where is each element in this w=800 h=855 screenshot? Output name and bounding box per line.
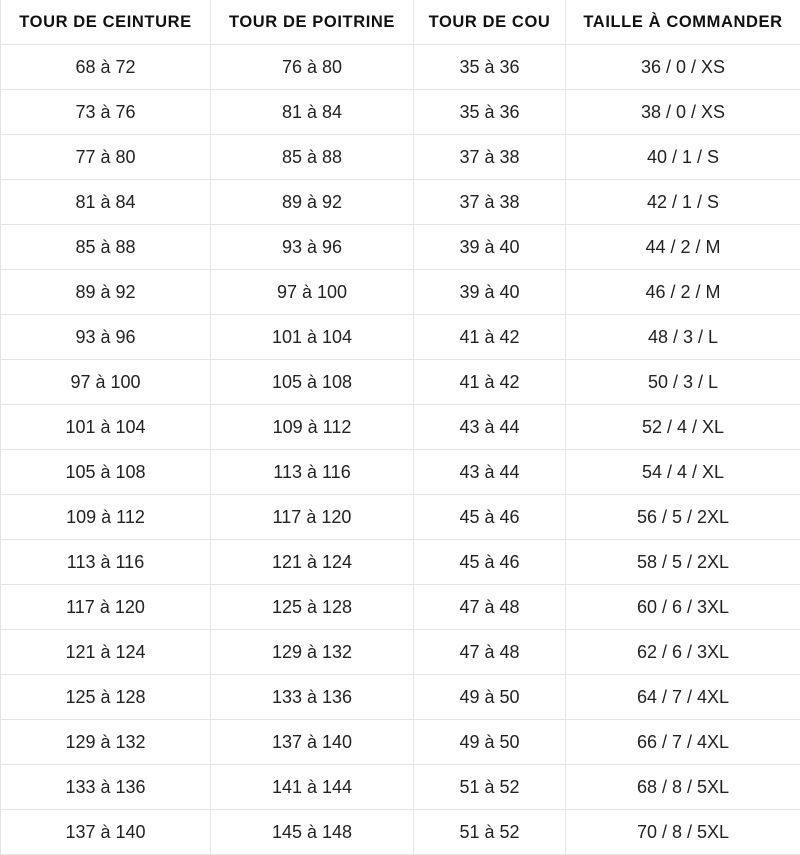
size-cell: 44 / 2 / M xyxy=(566,225,800,270)
waist-cell: 101 à 104 xyxy=(1,405,211,450)
neck-cell: 47 à 48 xyxy=(414,630,566,675)
chest-cell: 145 à 148 xyxy=(211,810,414,855)
size-cell: 54 / 4 / XL xyxy=(566,450,800,495)
neck-cell: 45 à 46 xyxy=(414,495,566,540)
neck-cell: 51 à 52 xyxy=(414,765,566,810)
neck-cell: 37 à 38 xyxy=(414,135,566,180)
header-size-to-order: TAILLE À COMMANDER xyxy=(566,0,800,45)
neck-cell: 35 à 36 xyxy=(414,90,566,135)
chest-cell: 117 à 120 xyxy=(211,495,414,540)
size-cell: 58 / 5 / 2XL xyxy=(566,540,800,585)
table-row xyxy=(1,585,800,630)
waist-cell: 77 à 80 xyxy=(1,135,211,180)
waist-cell: 97 à 100 xyxy=(1,360,211,405)
neck-cell: 49 à 50 xyxy=(414,675,566,720)
waist-cell: 125 à 128 xyxy=(1,675,211,720)
table-row xyxy=(1,810,800,855)
chest-cell: 76 à 80 xyxy=(211,45,414,90)
neck-cell: 47 à 48 xyxy=(414,585,566,630)
table-row xyxy=(1,315,800,360)
chest-cell: 129 à 132 xyxy=(211,630,414,675)
neck-cell: 43 à 44 xyxy=(414,405,566,450)
waist-cell: 85 à 88 xyxy=(1,225,211,270)
table-row xyxy=(1,225,800,270)
waist-cell: 109 à 112 xyxy=(1,495,211,540)
waist-cell: 137 à 140 xyxy=(1,810,211,855)
waist-cell: 129 à 132 xyxy=(1,720,211,765)
table-body xyxy=(1,45,800,855)
size-cell: 62 / 6 / 3XL xyxy=(566,630,800,675)
size-cell: 56 / 5 / 2XL xyxy=(566,495,800,540)
size-cell: 66 / 7 / 4XL xyxy=(566,720,800,765)
neck-cell: 41 à 42 xyxy=(414,360,566,405)
table-row xyxy=(1,720,800,765)
table-row xyxy=(1,765,800,810)
size-cell: 40 / 1 / S xyxy=(566,135,800,180)
chest-cell: 113 à 116 xyxy=(211,450,414,495)
table-row xyxy=(1,135,800,180)
size-cell: 36 / 0 / XS xyxy=(566,45,800,90)
table-row xyxy=(1,630,800,675)
neck-cell: 43 à 44 xyxy=(414,450,566,495)
table-row xyxy=(1,405,800,450)
size-cell: 52 / 4 / XL xyxy=(566,405,800,450)
table-row xyxy=(1,360,800,405)
chest-cell: 101 à 104 xyxy=(211,315,414,360)
size-cell: 70 / 8 / 5XL xyxy=(566,810,800,855)
waist-cell: 93 à 96 xyxy=(1,315,211,360)
chest-cell: 89 à 92 xyxy=(211,180,414,225)
waist-cell: 113 à 116 xyxy=(1,540,211,585)
chest-cell: 93 à 96 xyxy=(211,225,414,270)
table-row xyxy=(1,270,800,315)
size-cell: 50 / 3 / L xyxy=(566,360,800,405)
header-row xyxy=(1,0,800,45)
table-row xyxy=(1,45,800,90)
chest-cell: 141 à 144 xyxy=(211,765,414,810)
neck-cell: 49 à 50 xyxy=(414,720,566,765)
chest-cell: 85 à 88 xyxy=(211,135,414,180)
chest-cell: 97 à 100 xyxy=(211,270,414,315)
waist-cell: 133 à 136 xyxy=(1,765,211,810)
neck-cell: 39 à 40 xyxy=(414,225,566,270)
neck-cell: 41 à 42 xyxy=(414,315,566,360)
waist-cell: 89 à 92 xyxy=(1,270,211,315)
size-cell: 38 / 0 / XS xyxy=(566,90,800,135)
header-waist: TOUR DE CEINTURE xyxy=(1,0,211,45)
size-cell: 46 / 2 / M xyxy=(566,270,800,315)
waist-cell: 68 à 72 xyxy=(1,45,211,90)
neck-cell: 45 à 46 xyxy=(414,540,566,585)
waist-cell: 117 à 120 xyxy=(1,585,211,630)
neck-cell: 39 à 40 xyxy=(414,270,566,315)
chest-cell: 133 à 136 xyxy=(211,675,414,720)
table-header xyxy=(1,0,800,45)
chest-cell: 109 à 112 xyxy=(211,405,414,450)
table-row xyxy=(1,90,800,135)
size-cell: 64 / 7 / 4XL xyxy=(566,675,800,720)
table-row xyxy=(1,450,800,495)
table-row xyxy=(1,180,800,225)
table-row xyxy=(1,540,800,585)
chest-cell: 137 à 140 xyxy=(211,720,414,765)
waist-cell: 81 à 84 xyxy=(1,180,211,225)
waist-cell: 73 à 76 xyxy=(1,90,211,135)
waist-cell: 105 à 108 xyxy=(1,450,211,495)
neck-cell: 37 à 38 xyxy=(414,180,566,225)
table-row xyxy=(1,495,800,540)
neck-cell: 35 à 36 xyxy=(414,45,566,90)
size-cell: 48 / 3 / L xyxy=(566,315,800,360)
chest-cell: 125 à 128 xyxy=(211,585,414,630)
chest-cell: 105 à 108 xyxy=(211,360,414,405)
size-cell: 68 / 8 / 5XL xyxy=(566,765,800,810)
size-cell: 60 / 6 / 3XL xyxy=(566,585,800,630)
neck-cell: 51 à 52 xyxy=(414,810,566,855)
waist-cell: 121 à 124 xyxy=(1,630,211,675)
chest-cell: 81 à 84 xyxy=(211,90,414,135)
header-neck: TOUR DE COU xyxy=(414,0,566,45)
header-chest: TOUR DE POITRINE xyxy=(211,0,414,45)
chest-cell: 121 à 124 xyxy=(211,540,414,585)
size-cell: 42 / 1 / S xyxy=(566,180,800,225)
table-row xyxy=(1,675,800,720)
